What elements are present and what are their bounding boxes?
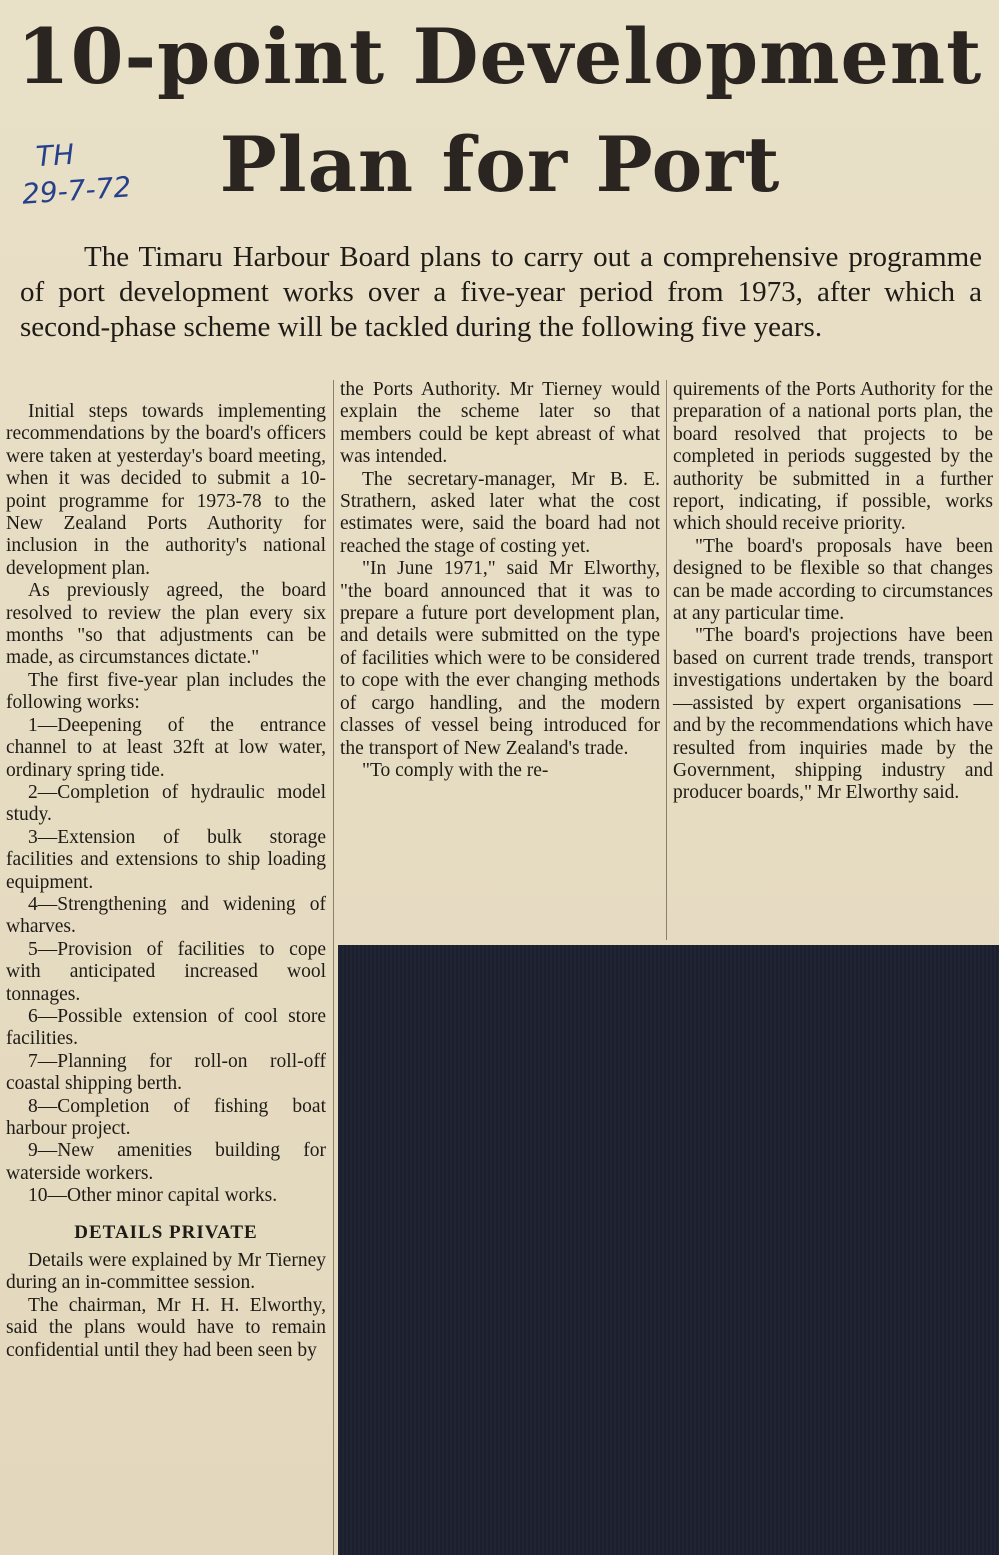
- headline-line-2: Plan for Port: [219, 120, 781, 209]
- paragraph: quirements of the Ports Authority for the preparation of a national ports plan, the board resolved that projects to be completed in periods suggested by the authority be submitted in a further report, indicating, if possible, works which should receive priority.: [673, 379, 993, 535]
- article-column-2: [340, 379, 660, 782]
- paragraph: Details were explained by Mr Tierney during an in-committee session.: [6, 1250, 326, 1294]
- paragraph: As previously agreed, the board resolved to review the plan every six months "so that adjustments can be made, as circumstances dictate.": [6, 580, 326, 669]
- list-item: 7—Planning for roll-on roll-off coastal shipping berth.: [6, 1050, 326, 1095]
- article-column-3: [673, 379, 993, 805]
- paragraph: "The board's projections have been based on current trade trends, transport investigations undertaken by the board—assisted by expert organisations — and by the recommendations which have resulted from inquiries made by the Government, shipping industry and producer boards," Mr Elworthy said.: [673, 625, 993, 804]
- paragraph: Initial steps towards implementing recommendations by the board's officers were taken at yesterday's board meeting, when it was decided to submit a 10-point programme for 1973-78 to the New Zealand Ports Authority for inclusion in the authority's national development plan.: [6, 401, 326, 579]
- dark-photo-area: [338, 945, 999, 1555]
- column-rule: [666, 380, 667, 940]
- handwritten-date: 29-7-72: [20, 170, 133, 211]
- subheading: DETAILS PRIVATE: [74, 1221, 258, 1243]
- intro-paragraph: The Timaru Harbour Board plans to carry out a comprehensive programme of port development works over a five-year period from 1973, after which a second-phase scheme will be tackled during the following five years.: [20, 241, 982, 343]
- list-item: 2—Completion of hydraulic model study.: [6, 781, 326, 826]
- paragraph: "The board's proposals have been designed to be flexible so that changes can be made according to circumstances at any particular time.: [673, 535, 993, 625]
- handwritten-initials: TH: [34, 137, 76, 174]
- column-rule: [333, 380, 334, 1555]
- paragraph: the Ports Authority. Mr Tierney would explain the scheme later so that members could be kept abreast of what was intended.: [340, 379, 660, 468]
- headline-line-1: 10-point Development: [16, 12, 983, 101]
- paragraph: "In June 1971," said Mr Elworthy, "the board announced that it was to prepare a future port development plan, and details were submitted on the type of facilities which were to be considered to cope with the ever changing methods of cargo handling, and the modern classes of vessel being introduced for the transport of New Zealand's trade.: [340, 558, 660, 759]
- article-column-1: [6, 401, 326, 1362]
- list-item: 1—Deepening of the entrance channel to at least 32ft at low water, ordinary spring tide.: [6, 714, 326, 781]
- list-item: 10—Other minor capital works.: [28, 1185, 278, 1207]
- list-item: 4—Strengthening and widening of wharves.: [6, 893, 326, 938]
- paragraph: The chairman, Mr H. H. Elworthy, said the plans would have to remain confidential until they had been seen by: [6, 1294, 326, 1361]
- list-item: 3—Extension of bulk storage facilities and extensions to ship loading equipment.: [6, 826, 326, 893]
- paragraph: The secretary-manager, Mr B. E. Strathern, asked later what the cost estimates were, said the board had not reached the stage of costing yet.: [340, 468, 660, 557]
- paragraph: "To comply with the re-: [362, 759, 549, 781]
- list-item: 9—New amenities building for waterside workers.: [6, 1140, 326, 1184]
- list-item: 8—Completion of fishing boat harbour project.: [6, 1095, 326, 1139]
- paragraph: The first five-year plan includes the following works:: [6, 669, 326, 714]
- list-item: 5—Provision of facilities to cope with anticipated increased wool tonnages.: [6, 938, 326, 1005]
- list-item: 6—Possible extension of cool store facilities.: [6, 1005, 326, 1050]
